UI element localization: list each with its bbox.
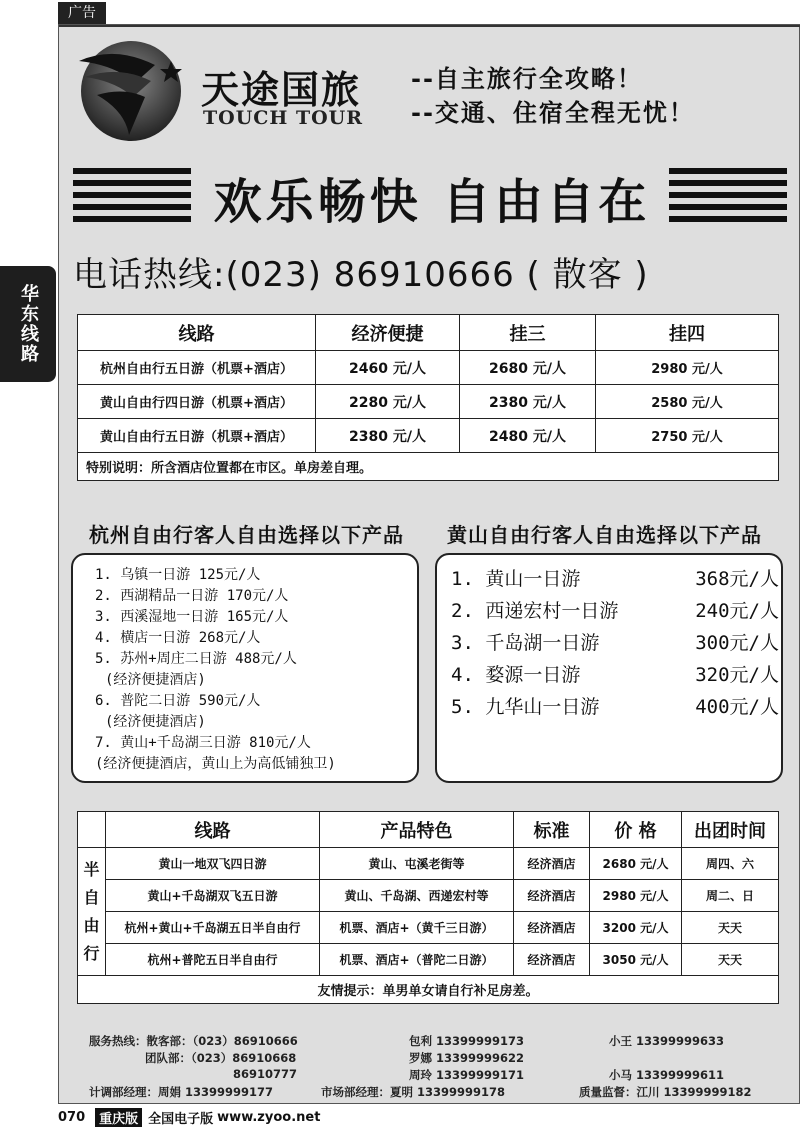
contact-marketing-manager: 市场部经理：夏明 13399999178 <box>321 1085 506 1099</box>
item-name: 5. 九华山一日游 <box>451 696 600 718</box>
table-cell: 3200 元/人 <box>590 912 682 944</box>
brand-name-en: TOUCH TOUR <box>203 107 363 129</box>
list-item-note: (经济便捷酒店) <box>105 714 206 730</box>
edition-badge: 重庆版 <box>95 1108 142 1127</box>
contact-group-dept: 团队部：（023）86910668 <box>145 1051 297 1065</box>
table-cell: 杭州自由行五日游（机票+酒店） <box>78 351 316 385</box>
table-cell: 周二、日 <box>682 880 779 912</box>
website-link[interactable]: www.zyoo.net <box>217 1109 321 1125</box>
table-cell: 杭州+普陀五日半自由行 <box>106 944 320 976</box>
table-row <box>78 385 779 419</box>
list-item <box>451 627 781 659</box>
list-item: 2. 西湖精品一日游 170元/人 <box>95 588 289 604</box>
item-name: 2. 西递宏村一日游 <box>451 600 619 622</box>
table-cell: 黄山、屯溪老街等 <box>320 848 514 880</box>
table-cell: 经济酒店 <box>514 848 590 880</box>
advertisement-page <box>58 24 800 1104</box>
table-cell: 经济酒店 <box>514 880 590 912</box>
table-row <box>78 880 779 912</box>
table-header: 产品特色 <box>320 812 514 848</box>
table-cell: 杭州+黄山+千岛湖五日半自由行 <box>106 912 320 944</box>
hangzhou-options-box <box>71 553 419 783</box>
table-cell: 2480 元/人 <box>460 419 596 453</box>
item-price: 300元/人 <box>695 632 779 654</box>
slogan-line-1: --自主旅行全攻略！ <box>411 65 643 93</box>
table-cell: 2380 元/人 <box>316 419 460 453</box>
slogan-line-2: --交通、住宿全程无忧！ <box>411 99 695 127</box>
list-item <box>451 691 781 723</box>
table-cell: 机票、酒店+（普陀二日游） <box>320 944 514 976</box>
table-row <box>78 351 779 385</box>
table-cell: 黄山、千岛湖、西递宏村等 <box>320 880 514 912</box>
table-header: 价 格 <box>590 812 682 848</box>
touch-tour-logo-icon <box>75 35 187 145</box>
list-item: 5. 苏州+周庄二日游 488元/人 <box>95 651 297 667</box>
item-name: 4. 婺源一日游 <box>451 664 581 686</box>
item-name: 3. 千岛湖一日游 <box>451 632 600 654</box>
contact-entry: 包利 13399999173 <box>409 1034 525 1048</box>
item-price: 400元/人 <box>695 696 779 718</box>
table-note-row <box>78 453 779 481</box>
table-header: 线路 <box>106 812 320 848</box>
table-header-row <box>78 315 779 351</box>
table-cell: 2380 元/人 <box>460 385 596 419</box>
contact-planning-manager: 计调部经理：周娟 13399999177 <box>89 1085 274 1099</box>
contact-entry: 小马 13399999611 <box>609 1068 725 1082</box>
table-header: 挂三 <box>460 315 596 351</box>
contact-service-hotline: 服务热线：散客部：（023）86910666 <box>89 1034 298 1048</box>
table-cell: 黄山+千岛湖双飞五日游 <box>106 880 320 912</box>
table-cell: 2980 元/人 <box>596 351 779 385</box>
table-cell: 黄山自由行四日游（机票+酒店） <box>78 385 316 419</box>
page-number: 070 <box>58 1109 86 1125</box>
item-price: 368元/人 <box>695 568 779 590</box>
list-item <box>451 659 781 691</box>
ad-tag: 广告 <box>58 2 106 24</box>
table-header-row <box>78 812 779 848</box>
table-cell: 经济酒店 <box>514 912 590 944</box>
list-item: 3. 西溪湿地一日游 165元/人 <box>95 609 289 625</box>
table-cell: 2680 元/人 <box>460 351 596 385</box>
item-name: 1. 黄山一日游 <box>451 568 581 590</box>
table-cell: 2460 元/人 <box>316 351 460 385</box>
table-row <box>78 419 779 453</box>
hangzhou-options-title: 杭州自由行客人自由选择以下产品 <box>89 523 404 547</box>
table-header: 出团时间 <box>682 812 779 848</box>
table-cell: 机票、酒店+（黄千三日游） <box>320 912 514 944</box>
section-tab-east-china: 华东线路 <box>0 266 56 382</box>
table-cell: 黄山一地双飞四日游 <box>106 848 320 880</box>
list-item: 1. 乌镇一日游 125元/人 <box>95 567 261 583</box>
page-footer <box>58 1106 320 1128</box>
table-header: 挂四 <box>596 315 779 351</box>
table-cell: 天天 <box>682 944 779 976</box>
table-cell: 2280 元/人 <box>316 385 460 419</box>
contact-extra-line: 86910777 <box>233 1067 298 1081</box>
contact-entry: 小王 13399999633 <box>609 1034 725 1048</box>
huangshan-options-title: 黄山自由行客人自由选择以下产品 <box>447 523 762 547</box>
banner-headline: 欢乐畅快 自由自在 <box>213 174 651 230</box>
list-item-note: (经济便捷酒店，黄山上为高低铺独卫) <box>95 756 336 772</box>
semi-free-label: 半自由行 <box>78 848 106 976</box>
table-cell: 2680 元/人 <box>590 848 682 880</box>
national-edition-label: 全国电子版 <box>148 1111 214 1127</box>
banner-stripes-right <box>669 168 787 226</box>
contact-quality-supervisor: 质量监督：江川 13399999182 <box>579 1085 752 1099</box>
table-cell: 经济酒店 <box>514 944 590 976</box>
table-cell: 周四、六 <box>682 848 779 880</box>
table-cell: 2580 元/人 <box>596 385 779 419</box>
huangshan-options-box <box>435 553 783 783</box>
table-cell: 3050 元/人 <box>590 944 682 976</box>
table-cell: 2980 元/人 <box>590 880 682 912</box>
banner-stripes-left <box>73 168 191 226</box>
contact-entry: 罗娜 13399999622 <box>409 1051 525 1065</box>
table-cell: 2750 元/人 <box>596 419 779 453</box>
list-item: 7. 黄山+千岛湖三日游 810元/人 <box>95 735 311 751</box>
semi-free-travel-table <box>77 811 779 1004</box>
table-cell: 黄山自由行五日游（机票+酒店） <box>78 419 316 453</box>
friendly-tip: 友情提示：单男单女请自行补足房差。 <box>78 976 779 1004</box>
list-item-note: (经济便捷酒店) <box>105 672 206 688</box>
item-price: 240元/人 <box>695 600 779 622</box>
table-row <box>78 912 779 944</box>
table-cell: 天天 <box>682 912 779 944</box>
special-note: 特别说明：所含酒店位置都在市区。单房差自理。 <box>78 453 779 481</box>
free-travel-price-table <box>77 314 779 481</box>
list-item: 4. 横店一日游 268元/人 <box>95 630 261 646</box>
table-header: 线路 <box>78 315 316 351</box>
contact-entry: 周玲 13399999171 <box>409 1068 525 1082</box>
table-row <box>78 848 779 880</box>
list-item <box>451 595 781 627</box>
table-row <box>78 944 779 976</box>
table-tip-row <box>78 976 779 1004</box>
brand-name-cn: 天途国旅 <box>201 68 362 112</box>
list-item: 6. 普陀二日游 590元/人 <box>95 693 261 709</box>
item-price: 320元/人 <box>695 664 779 686</box>
hotline: 电话热线:(023) 86910666 ( 散客 ) <box>73 255 649 295</box>
table-header: 经济便捷 <box>316 315 460 351</box>
table-header: 标准 <box>514 812 590 848</box>
list-item <box>451 563 781 595</box>
